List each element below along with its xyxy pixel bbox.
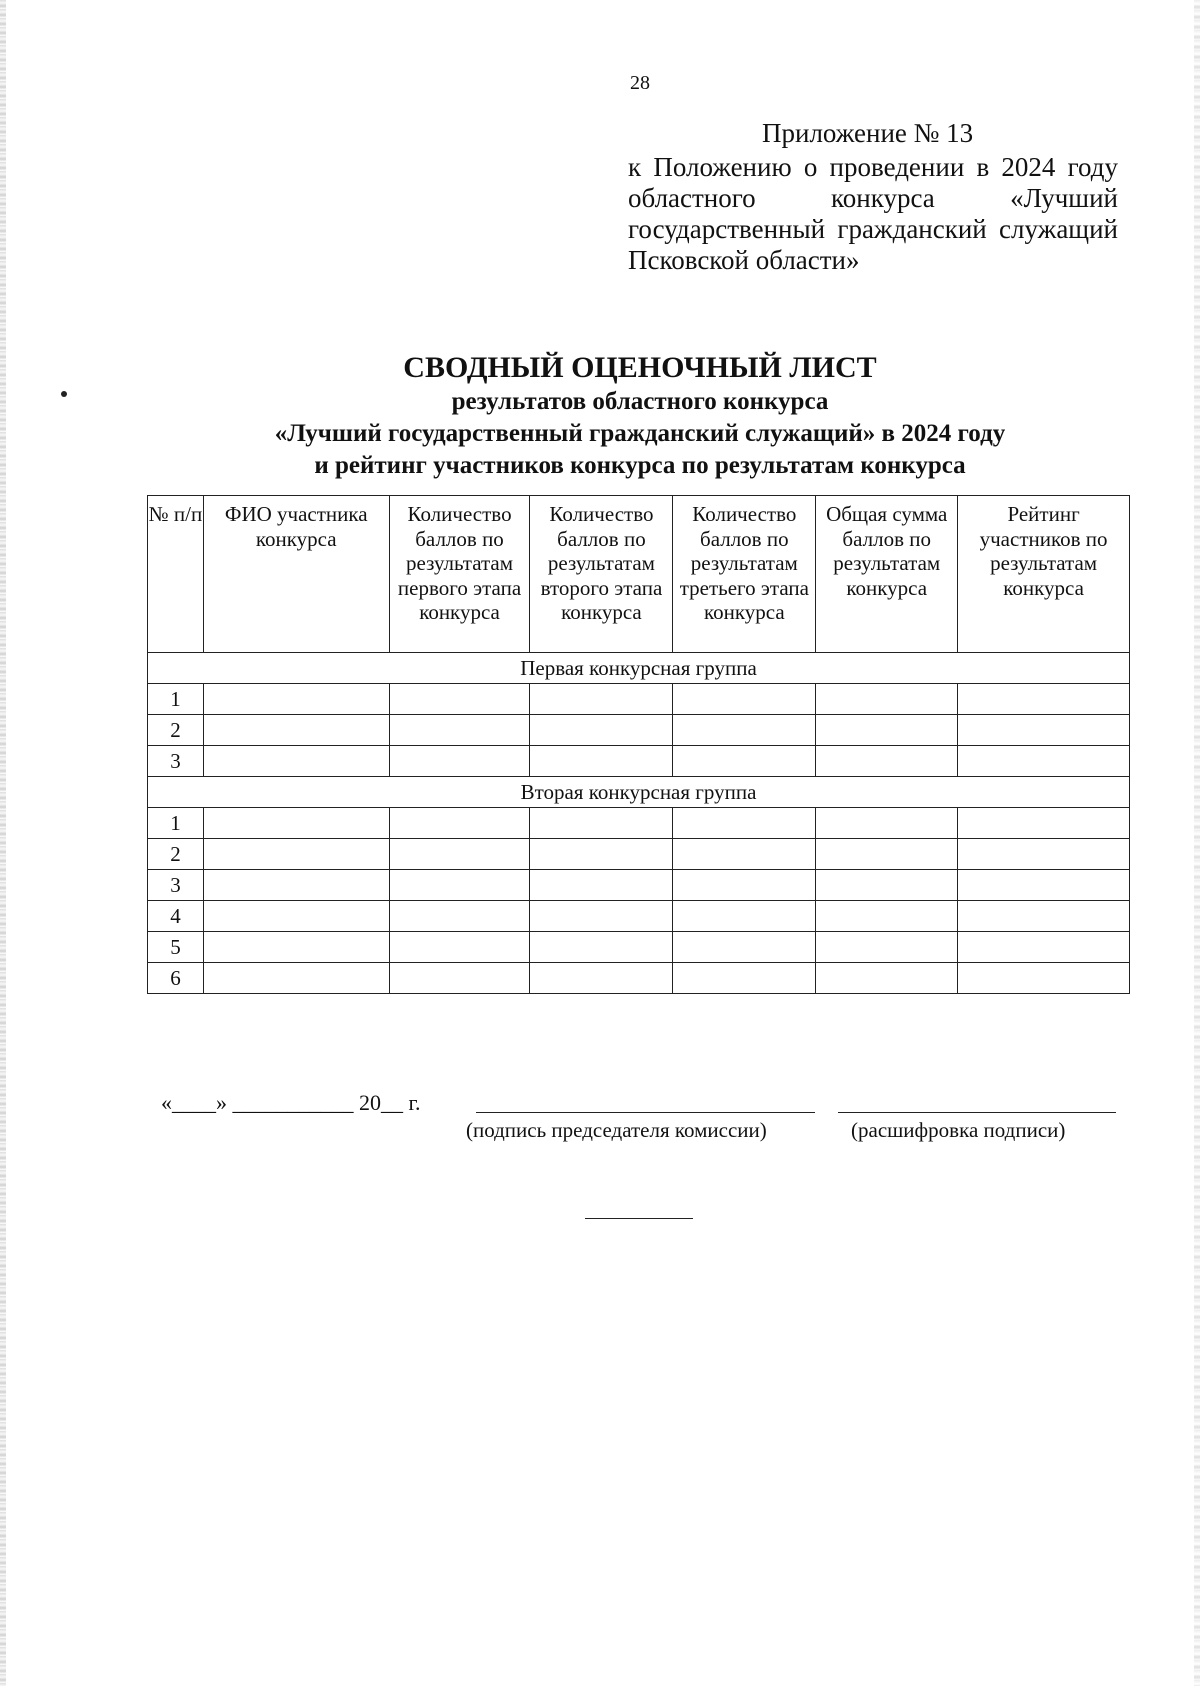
end-separator xyxy=(585,1218,693,1219)
table-cell xyxy=(816,963,958,994)
table-cell xyxy=(958,715,1130,746)
table-header-row xyxy=(148,496,1130,653)
table-cell xyxy=(203,715,389,746)
table-cell xyxy=(203,963,389,994)
table-row xyxy=(148,715,1130,746)
table-cell xyxy=(958,870,1130,901)
table-cell xyxy=(958,746,1130,777)
row-number: 2 xyxy=(148,715,204,746)
heading-line-4: и рейтинг участников конкурса по результатам конкурса xyxy=(314,452,966,479)
table-cell xyxy=(673,746,816,777)
table-cell xyxy=(530,870,673,901)
table-cell xyxy=(816,870,958,901)
table-cell xyxy=(958,808,1130,839)
scan-edge-left xyxy=(0,0,6,1686)
table-cell xyxy=(958,839,1130,870)
table-cell xyxy=(816,901,958,932)
header-stage2-score: Количество баллов по результатам второго этапа конкурса xyxy=(530,496,673,653)
table-cell xyxy=(673,901,816,932)
heading-line-3: «Лучший государственный гражданский служащий» в 2024 году xyxy=(274,420,1006,447)
row-number: 4 xyxy=(148,901,204,932)
table-cell xyxy=(389,963,530,994)
group-row xyxy=(148,653,1130,684)
table-cell xyxy=(203,932,389,963)
heading-line-2: результатов областного конкурса xyxy=(451,388,829,415)
table-row xyxy=(148,808,1130,839)
table-row xyxy=(148,932,1130,963)
table-cell xyxy=(673,870,816,901)
table-cell xyxy=(389,684,530,715)
table-cell xyxy=(530,684,673,715)
table-cell xyxy=(530,963,673,994)
scan-edge-right xyxy=(1194,0,1200,1686)
row-number: 2 xyxy=(148,839,204,870)
header-stage1-score: Количество баллов по результатам первого этапа конкурса xyxy=(389,496,530,653)
table-cell xyxy=(673,932,816,963)
table-cell xyxy=(530,808,673,839)
table-row xyxy=(148,963,1130,994)
table-cell xyxy=(389,901,530,932)
header-stage3-score: Количество баллов по результатам третьего этапа конкурса xyxy=(673,496,816,653)
group-title: Вторая конкурсная группа xyxy=(148,777,1130,808)
decoding-signature-caption: (расшифровка подписи) xyxy=(851,1118,1066,1142)
table-cell xyxy=(530,932,673,963)
table-row xyxy=(148,684,1130,715)
table-cell xyxy=(203,746,389,777)
heading-line-1: СВОДНЫЙ ОЦЕНОЧНЫЙ ЛИСТ xyxy=(403,351,877,384)
table-cell xyxy=(673,963,816,994)
table-cell xyxy=(389,839,530,870)
table-cell xyxy=(958,963,1130,994)
decoding-signature-line xyxy=(838,1112,1116,1113)
table-row xyxy=(148,746,1130,777)
table-cell xyxy=(816,746,958,777)
table-row xyxy=(148,839,1130,870)
table-cell xyxy=(203,684,389,715)
table-cell xyxy=(203,901,389,932)
score-table xyxy=(147,495,1130,994)
row-number: 1 xyxy=(148,684,204,715)
chair-signature-line xyxy=(476,1112,815,1113)
header-number: № п/п xyxy=(148,496,204,653)
table-cell xyxy=(389,808,530,839)
table-cell xyxy=(673,839,816,870)
table-cell xyxy=(816,808,958,839)
row-number: 6 xyxy=(148,963,204,994)
header-total-score: Общая сумма баллов по результатам конкурса xyxy=(816,496,958,653)
table-cell xyxy=(530,746,673,777)
table-cell xyxy=(816,932,958,963)
table-cell xyxy=(958,932,1130,963)
appendix-title: Приложение № 13 xyxy=(762,118,974,148)
table-cell xyxy=(203,839,389,870)
table-cell xyxy=(203,808,389,839)
table-body xyxy=(148,653,1130,994)
table-row xyxy=(148,901,1130,932)
page-number: 28 xyxy=(630,72,650,94)
table-cell xyxy=(203,870,389,901)
document-heading xyxy=(130,350,1150,482)
table-cell xyxy=(530,715,673,746)
table-cell xyxy=(958,901,1130,932)
row-number: 3 xyxy=(148,870,204,901)
scan-artifact-dot xyxy=(61,391,67,397)
group-title: Первая конкурсная группа xyxy=(148,653,1130,684)
header-rating: Рейтинг участников по результатам конкурса xyxy=(958,496,1130,653)
table-cell xyxy=(673,808,816,839)
row-number: 3 xyxy=(148,746,204,777)
table-cell xyxy=(673,715,816,746)
row-number: 5 xyxy=(148,932,204,963)
table-cell xyxy=(816,715,958,746)
table-cell xyxy=(389,746,530,777)
table-cell xyxy=(530,839,673,870)
table-cell xyxy=(958,684,1130,715)
table-cell xyxy=(389,932,530,963)
table-row xyxy=(148,870,1130,901)
appendix-reference: к Положению о проведении в 2024 году областного конкурса «Лучший государственный гражданский служащий Псковской области» xyxy=(628,152,1118,275)
table-cell xyxy=(673,684,816,715)
table-cell xyxy=(816,684,958,715)
table-cell xyxy=(389,870,530,901)
signature-date: «____» ___________ 20__ г. xyxy=(161,1090,421,1115)
row-number: 1 xyxy=(148,808,204,839)
chair-signature-caption: (подпись председателя комиссии) xyxy=(466,1118,767,1142)
header-participant-name: ФИО участника конкурса xyxy=(203,496,389,653)
table-cell xyxy=(816,839,958,870)
table-cell xyxy=(389,715,530,746)
group-row xyxy=(148,777,1130,808)
table-cell xyxy=(530,901,673,932)
